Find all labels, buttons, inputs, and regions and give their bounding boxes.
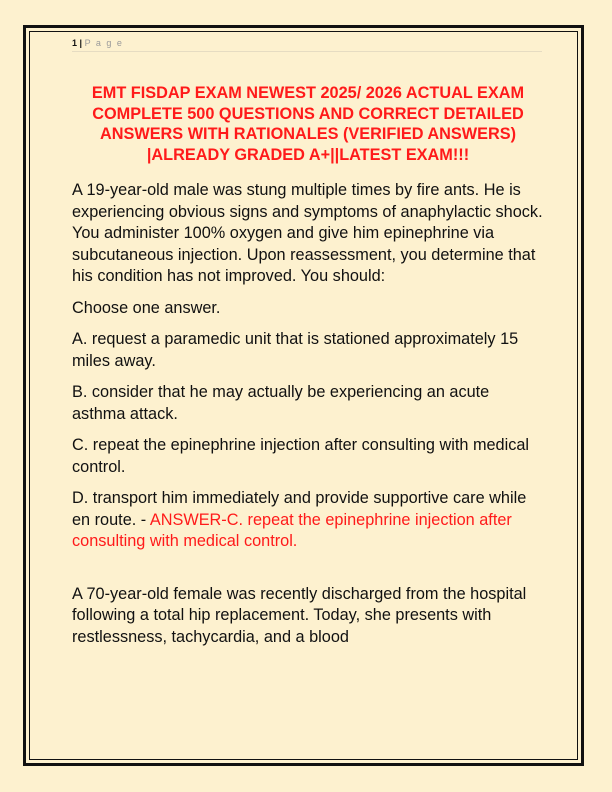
question-1-option-d-with-answer	[72, 488, 544, 553]
question-1-option-b: B. consider that he may actually be experiencing an acute asthma attack.	[72, 383, 490, 423]
question-1-option-d: D. transport him immediately and provide supportive care while en route. -	[72, 489, 527, 529]
page-label: P a g e	[84, 38, 124, 48]
question-1-answer: ANSWER-C. repeat the epinephrine injection after consulting with medical control.	[72, 510, 512, 550]
page-number: 1	[72, 38, 78, 48]
question-1-instruction: Choose one answer.	[72, 298, 221, 317]
page-header	[72, 37, 542, 52]
question-1-option-c: C. repeat the epinephrine injection after consulting with medical control.	[72, 436, 530, 476]
page-separator: |	[79, 38, 83, 48]
question-1-stem: A 19-year-old male was stung multiple times by fire ants. He is experiencing obvious signs and symptoms of anaphylactic shock. You administer 100% oxygen and give him epinephrine via subcutaneous injection. Upon reassessment, you determine that his condition has not improved. You should:	[72, 181, 543, 285]
question-2-stem: A 70-year-old female was recently discharged from the hospital following a total hip replacement. Today, she presents with restlessness, tachycardia, and a blood	[72, 584, 527, 646]
document-body	[72, 180, 544, 658]
question-1-option-a: A. request a paramedic unit that is stationed approximately 15 miles away.	[72, 330, 519, 370]
document-title: EMT FISDAP EXAM NEWEST 2025/ 2026 ACTUAL EXAM COMPLETE 500 QUESTIONS AND CORRECT DETAILED ANSWERS WITH RATIONALES (VERIFIED ANSWERS) |ALREADY GRADED A+||LATEST EXAM!!!	[91, 84, 525, 164]
